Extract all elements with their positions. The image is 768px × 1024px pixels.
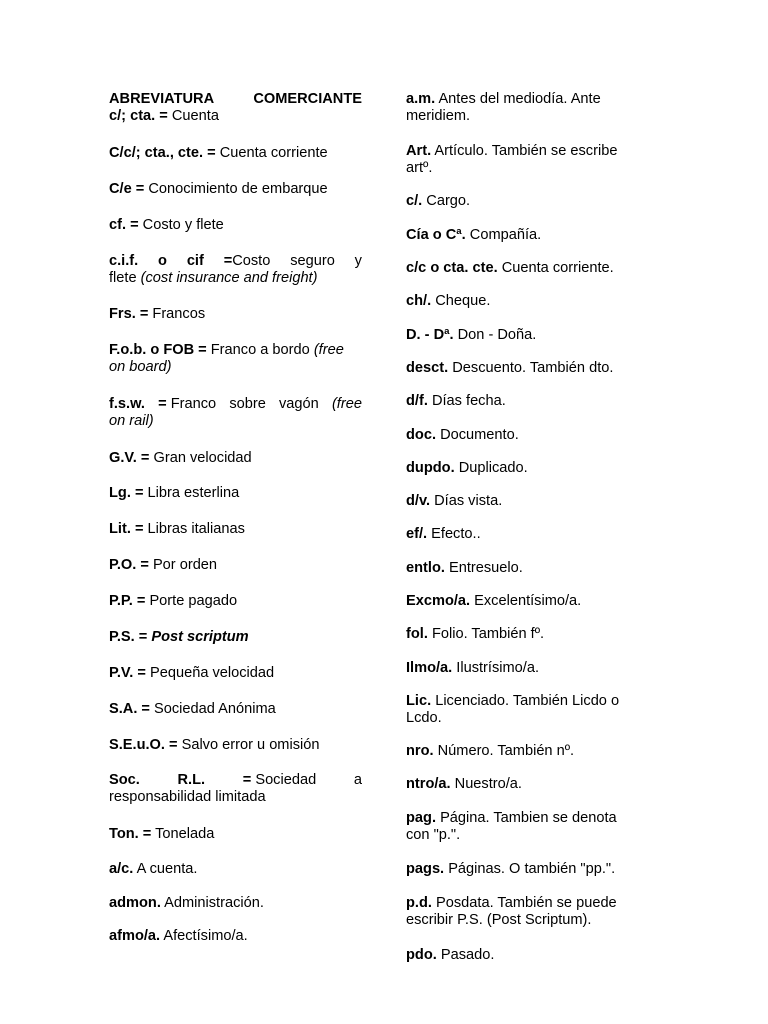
definition: Documento. xyxy=(440,427,519,443)
heading-and-first-entry xyxy=(109,91,362,125)
abbreviation: C/e = xyxy=(109,181,145,197)
definition: Cuenta corriente xyxy=(219,145,328,161)
abbreviation: desct. xyxy=(406,360,449,376)
list-item xyxy=(109,861,362,878)
definition: Páginas. O también "pp.". xyxy=(448,861,616,877)
list-item xyxy=(109,737,362,754)
translation-note: (cost insurance and freight) xyxy=(140,270,318,286)
abbreviation: entlo. xyxy=(406,560,445,576)
definition: Cheque. xyxy=(435,293,491,309)
list-item xyxy=(406,810,636,844)
abbreviation: c/; cta. = xyxy=(109,108,168,124)
definition: Efecto.. xyxy=(431,526,481,542)
column-heading xyxy=(109,91,362,108)
list-item xyxy=(406,360,636,377)
definition: Página. Tambien se denota con "p.". xyxy=(406,810,617,843)
list-item xyxy=(406,227,636,244)
abbreviation: S.A. = xyxy=(109,701,150,717)
list-item xyxy=(109,485,362,502)
abbreviation: admon. xyxy=(109,895,161,911)
list-item xyxy=(406,743,636,760)
definition: Afectísimo/a. xyxy=(163,928,248,944)
definition: Licenciado. También Licdo o Lcdo. xyxy=(406,693,620,726)
list-item xyxy=(109,928,362,945)
abbreviation: c/. xyxy=(406,193,423,209)
definition: Conocimiento de embarque xyxy=(148,181,328,197)
list-item xyxy=(109,306,362,323)
list-item xyxy=(109,665,362,682)
translation-note: (free on board) xyxy=(109,342,344,375)
definition: Pasado. xyxy=(440,947,495,963)
definition: Cuenta corriente. xyxy=(501,260,614,276)
abbreviation: pag. xyxy=(406,810,436,826)
definition: Tonelada xyxy=(155,826,215,842)
abbreviation: Lg. = xyxy=(109,485,144,501)
list-item xyxy=(109,145,362,162)
list-item xyxy=(109,342,362,376)
definition: Número. También nº. xyxy=(437,743,575,759)
definition: Cargo. xyxy=(426,193,471,209)
list-item xyxy=(406,776,636,793)
list-item xyxy=(109,108,362,125)
abbreviation: Excmo/a. xyxy=(406,593,471,609)
list-item xyxy=(109,181,362,198)
abbreviation: fol. xyxy=(406,626,428,642)
definition: Ilustrísimo/a. xyxy=(456,660,540,676)
list-item xyxy=(406,895,636,929)
definition: Don - Doña. xyxy=(457,327,537,343)
list-item xyxy=(406,460,636,477)
definition: Días fecha. xyxy=(431,393,506,409)
abbreviation: Art. xyxy=(406,143,432,159)
list-item xyxy=(406,861,636,878)
definition: Descuento. También dto. xyxy=(452,360,614,376)
definition: Administración. xyxy=(164,895,264,911)
definition: Salvo error u omisión xyxy=(181,737,320,753)
list-item xyxy=(406,327,636,344)
abbreviation: afmo/a. xyxy=(109,928,161,944)
list-item xyxy=(406,91,636,125)
abbreviation: P.S. = xyxy=(109,629,148,645)
abbreviation: D. - Dª. xyxy=(406,327,454,343)
definition: A cuenta. xyxy=(136,861,198,877)
list-item xyxy=(406,947,636,964)
abbreviation: d/f. xyxy=(406,393,428,409)
definition: Francos xyxy=(152,306,206,322)
definition: Franco a bordo xyxy=(210,342,310,358)
list-item xyxy=(406,393,636,410)
abbreviation: a/c. xyxy=(109,861,134,877)
abbreviation: Cía o Cª. xyxy=(406,227,466,243)
definition: Por orden xyxy=(152,557,218,573)
definition: Entresuelo. xyxy=(448,560,523,576)
definition: Porte pagado xyxy=(149,593,238,609)
list-item xyxy=(109,593,362,610)
abbreviation: ef/. xyxy=(406,526,428,542)
abbreviation: pags. xyxy=(406,861,445,877)
list-item: Soc. R.L. = Sociedad a responsabilidad limitada xyxy=(109,772,362,805)
abbreviation: d/v. xyxy=(406,493,431,509)
definition: Cuenta xyxy=(171,108,219,124)
list-item xyxy=(406,526,636,543)
abbreviation: a.m. xyxy=(406,91,436,107)
abbreviation: Lic. xyxy=(406,693,432,709)
list-item xyxy=(109,701,362,718)
definition: Excelentísimo/a. xyxy=(474,593,582,609)
heading-word: COMERCIANTE xyxy=(253,91,362,107)
abbreviation: F.o.b. o FOB = xyxy=(109,342,207,358)
list-item xyxy=(406,427,636,444)
list-item xyxy=(406,626,636,643)
abbreviation: C/c/; cta., cte. = xyxy=(109,145,216,161)
abbreviation: Lit. = xyxy=(109,521,144,537)
heading-word: ABREVIATURA xyxy=(109,91,215,107)
list-item xyxy=(406,493,636,510)
definition: Folio. También fº. xyxy=(431,626,545,642)
abbreviation: P.V. = xyxy=(109,665,146,681)
definition: Pequeña velocidad xyxy=(150,665,275,681)
list-item xyxy=(109,557,362,574)
list-item xyxy=(406,593,636,610)
list-item xyxy=(406,193,636,210)
definition: Libra esterlina xyxy=(147,485,240,501)
abbreviation: Ton. = xyxy=(109,826,152,842)
definition: Artículo. También se escribe artº. xyxy=(406,143,618,176)
abbreviation: P.P. = xyxy=(109,593,146,609)
abbreviation: c/c o cta. cte. xyxy=(406,260,498,276)
abbreviation: P.O. = xyxy=(109,557,149,573)
abbreviation: G.V. = xyxy=(109,450,150,466)
abbreviation: p.d. xyxy=(406,895,432,911)
abbreviation: ch/. xyxy=(406,293,432,309)
definition: Posdata. También se puede escribir P.S. (Post Scriptum). xyxy=(406,895,617,928)
definition: Días vista. xyxy=(434,493,503,509)
list-item xyxy=(406,260,636,277)
definition: Sociedad Anónima xyxy=(154,701,276,717)
abbreviation: cf. = xyxy=(109,217,139,233)
list-item: c.i.f. o cif =Costo seguro y flete (cost insurance and freight) xyxy=(109,253,362,286)
abbreviation: pdo. xyxy=(406,947,437,963)
list-item xyxy=(406,660,636,677)
definition: Libras italianas xyxy=(147,521,245,537)
abbreviation: ntro/a. xyxy=(406,776,451,792)
list-item: f.s.w. = Franco sobre vagón (free on rail) xyxy=(109,396,362,429)
abbreviation: S.E.u.O. = xyxy=(109,737,178,753)
definition: Nuestro/a. xyxy=(454,776,522,792)
abbreviation: doc. xyxy=(406,427,436,443)
list-item xyxy=(109,521,362,538)
list-item xyxy=(406,693,636,727)
definition: Antes del mediodía. Ante meridiem. xyxy=(406,91,601,124)
list-item xyxy=(406,143,636,177)
abbreviation: dupdo. xyxy=(406,460,455,476)
definition: Post scriptum xyxy=(151,629,249,645)
list-item xyxy=(406,293,636,310)
list-item xyxy=(109,450,362,467)
list-item xyxy=(109,629,362,646)
list-item xyxy=(406,560,636,577)
abbreviation: Ilmo/a. xyxy=(406,660,453,676)
abbreviation: Frs. = xyxy=(109,306,149,322)
list-item xyxy=(109,826,362,843)
list-item xyxy=(109,895,362,912)
definition: Compañía. xyxy=(469,227,542,243)
definition: Duplicado. xyxy=(458,460,528,476)
abbreviation: nro. xyxy=(406,743,434,759)
definition: Costo y flete xyxy=(142,217,224,233)
list-item xyxy=(109,217,362,234)
definition: Gran velocidad xyxy=(153,450,252,466)
